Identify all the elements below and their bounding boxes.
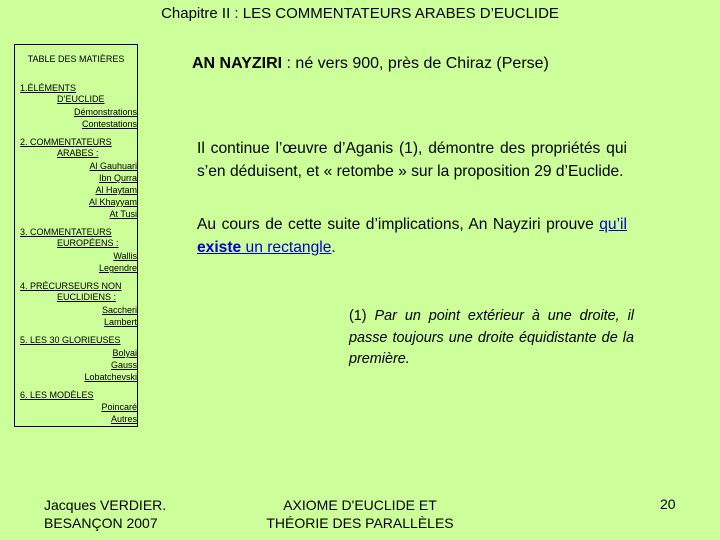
- toc-item-lambert[interactable]: Lambert: [103, 317, 137, 327]
- footnote-text: Par un point extérieur à une droite, il passe toujours une droite équidistante de la première.: [349, 308, 634, 367]
- toc-heading: TABLE DES MATIÈRES: [27, 54, 125, 64]
- toc-item-at-tusi[interactable]: At Tusi: [109, 209, 137, 219]
- footer-author: [44, 496, 166, 532]
- link-text-b: existe: [197, 238, 242, 256]
- toc-item-contestations[interactable]: Contestations: [81, 119, 137, 129]
- toc-item-al-khayyam[interactable]: Al Khayyam: [88, 197, 137, 207]
- toc-section-label: 6. LES MODÈLES: [20, 390, 94, 400]
- toc-section-label-cont: ARABES :: [57, 148, 99, 159]
- toc-item-al-gauhuari[interactable]: Al Gauhuari: [89, 161, 137, 171]
- heading-name: AN NAYZIRI: [192, 55, 283, 72]
- toc-section-arab-commentators[interactable]: [20, 137, 112, 160]
- link-text-a: qu’il: [599, 216, 627, 233]
- footer-title-line2: THÉORIE DES PARALLÈLES: [266, 515, 454, 531]
- page-number: 20: [660, 496, 676, 512]
- footer-title-line1: AXIOME D'EUCLIDE ET: [283, 497, 437, 513]
- toc-section-label-cont: EUROPÉENS :: [57, 238, 119, 249]
- toc-section-elements[interactable]: [20, 83, 105, 106]
- link-text-c: un rectangle: [241, 238, 332, 256]
- footer-author-place: BESANÇON 2007: [44, 515, 158, 531]
- paragraph-continuation: Il continue l’œuvre d’Aganis (1), démontre des propriétés qui s’en déduisent, et « retombe » sur la proposition 29 d’Euclide.: [197, 140, 627, 180]
- toc-section-non-euclidean-precursors[interactable]: [20, 281, 122, 304]
- toc-item-lobatchevski[interactable]: Lobatchevski: [84, 372, 137, 382]
- toc-item-ibn-qurra[interactable]: Ibn Qurra: [98, 173, 137, 183]
- toc-item-bolyai[interactable]: Bolyai: [112, 348, 137, 358]
- toc-item-wallis[interactable]: Wallis: [113, 251, 137, 261]
- toc-section-label: 2. COMMENTATEURS: [20, 137, 112, 147]
- toc-item-gauss[interactable]: Gauss: [110, 360, 137, 370]
- toc-item-demonstrations[interactable]: Démonstrations: [73, 107, 137, 117]
- heading-rest: : né vers 900, près de Chiraz (Perse): [282, 55, 549, 72]
- toc-item-legendre[interactable]: Legendre: [98, 263, 137, 273]
- toc-section-label: 1.ÉLÉMENTS: [20, 83, 77, 93]
- toc-item-saccheri[interactable]: Saccheri: [101, 305, 137, 315]
- footer-title: [240, 496, 480, 532]
- toc-section-label-cont: D’EUCLIDE: [57, 94, 105, 105]
- paragraph-rectangle-proof: [197, 214, 627, 259]
- toc-section-label: 3. COMMENTATEURS: [20, 227, 112, 237]
- footnote: [349, 306, 634, 371]
- toc-section-models[interactable]: [20, 390, 94, 401]
- toc-item-al-haytam[interactable]: Al Haytam: [95, 185, 137, 195]
- footnote-number: (1): [349, 308, 367, 324]
- paragraph-text: Au cours de cette suite d’implications, An Nayziri prouve: [197, 216, 600, 233]
- slide-title: Chapitre II : LES COMMENTATEURS ARABES D’EUCLIDE: [161, 5, 559, 22]
- toc-item-others[interactable]: Autres: [110, 414, 137, 424]
- toc-section-label-cont: EUCLIDIENS :: [57, 292, 117, 303]
- paragraph-end: .: [331, 238, 336, 256]
- toc-section-label: 5. LES 30 GLORIEUSES: [20, 335, 121, 345]
- table-of-contents: [14, 44, 138, 427]
- toc-section-glorious-30[interactable]: [20, 335, 121, 346]
- footer-author-name: Jacques VERDIER.: [44, 497, 167, 513]
- toc-item-poincare[interactable]: Poincaré: [101, 402, 137, 412]
- toc-section-label: 4. PRÉCURSEURS NON: [20, 281, 122, 291]
- section-heading: [192, 55, 549, 73]
- toc-section-european-commentators[interactable]: [20, 227, 119, 250]
